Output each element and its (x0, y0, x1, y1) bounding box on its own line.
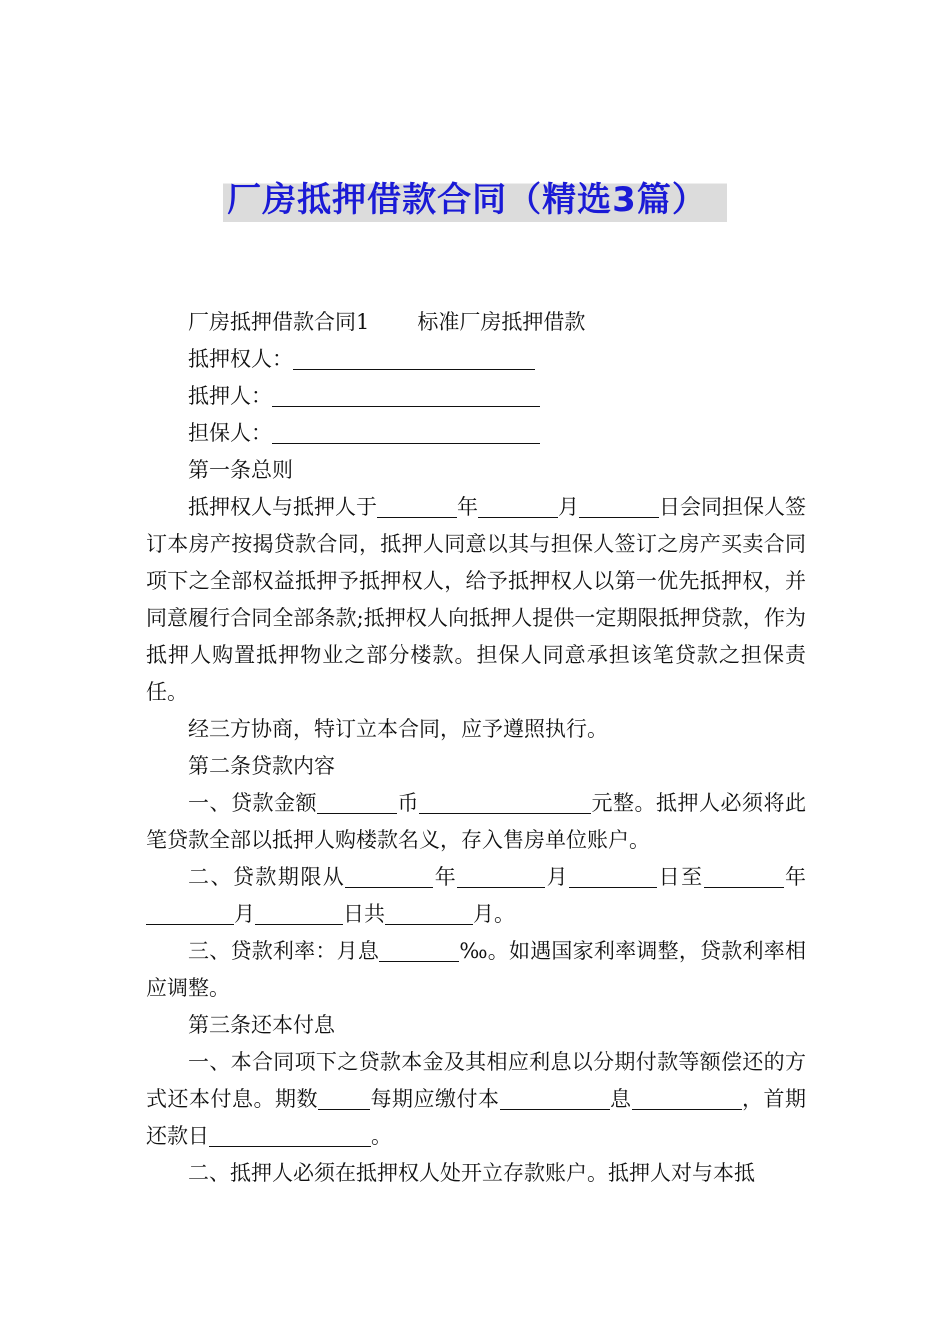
text: ，首期还款日 (146, 1087, 806, 1148)
end-month-blank[interactable] (146, 900, 234, 925)
section-2-item-3 (146, 933, 806, 1007)
contract-subtitle: 标准厂房抵押借款 (417, 310, 586, 334)
mortgagor-field (146, 378, 806, 415)
total-months-blank[interactable] (385, 900, 473, 925)
guarantor-label: 担保人： (188, 421, 272, 445)
mortgagee-label: 抵押权人： (188, 347, 293, 371)
text: ‰。如遇国家利率调整，贷款利率相应调整。 (146, 939, 806, 1000)
document-body (146, 304, 806, 1192)
text: 年 (433, 865, 458, 889)
year-blank[interactable] (377, 493, 457, 518)
section-2-item-1 (146, 785, 806, 859)
start-month-blank[interactable] (457, 863, 545, 888)
section-3-item-1 (146, 1044, 806, 1155)
text: 一、本合同项下之贷款本金及其相应利息以分期付款等额偿还的方式还本付息。期数 (146, 1050, 806, 1111)
guarantor-blank[interactable] (272, 419, 540, 444)
text: 月 (558, 495, 579, 519)
first-repayment-date-blank[interactable] (209, 1122, 371, 1147)
end-day-blank[interactable] (255, 900, 343, 925)
mortgagor-blank[interactable] (272, 382, 540, 407)
text: 二、贷款期限从 (188, 865, 346, 889)
text: 年 (457, 495, 478, 519)
section-3-title: 第三条还本付息 (188, 1013, 335, 1037)
text: 日共 (343, 902, 385, 926)
start-year-blank[interactable] (345, 863, 433, 888)
section-1-paragraph-1 (146, 489, 806, 711)
section-2-title: 第二条贷款内容 (188, 754, 335, 778)
text: 日至 (657, 865, 704, 889)
text: 抵押权人与抵押人于 (188, 495, 377, 519)
guarantor-field (146, 415, 806, 452)
amount-blank[interactable] (419, 789, 591, 814)
mortgagee-blank[interactable] (293, 345, 535, 370)
text: 三、贷款利率：月息 (188, 939, 380, 963)
installments-blank[interactable] (318, 1085, 370, 1110)
start-day-blank[interactable] (569, 863, 657, 888)
section-3-item-2: 二、抵押人必须在抵押权人处开立存款账户。抵押人对与本抵 (188, 1161, 755, 1185)
section-2-item-2 (146, 859, 806, 933)
mortgagee-field (146, 341, 806, 378)
day-blank[interactable] (579, 493, 659, 518)
text: 年 (783, 865, 807, 889)
text: 一、贷款金额 (188, 791, 317, 815)
text: 。 (371, 1124, 392, 1148)
text: 日会同担保人签订本房产按揭贷款合同，抵押人同意以其与担保人签订之房产买卖合同项下之全部权益抵押予抵押权人，给予抵押权人以第一优先抵押权，并同意履行合同全部条款;抵押权人向抵押人提供一定期限抵押贷款，作为抵押人购置抵押物业之部分楼款。担保人同意承担该笔贷款之担保责任。 (146, 495, 806, 704)
end-year-blank[interactable] (704, 863, 784, 888)
text: 月。 (473, 902, 515, 926)
document-title: 厂房抵押借款合同（精选3篇） (223, 178, 727, 222)
text: 月 (545, 865, 570, 889)
currency-blank[interactable] (317, 789, 397, 814)
mortgagor-label: 抵押人： (188, 384, 272, 408)
header-line (146, 304, 806, 341)
text: 息 (609, 1087, 632, 1111)
section-1-title: 第一条总则 (188, 458, 293, 482)
interest-blank[interactable] (632, 1085, 742, 1110)
principal-blank[interactable] (500, 1085, 610, 1110)
month-blank[interactable] (478, 493, 558, 518)
section-1-paragraph-2: 经三方协商，特订立本合同，应予遵照执行。 (188, 717, 608, 741)
text: 币 (397, 791, 419, 815)
interest-rate-blank[interactable] (379, 937, 459, 962)
title-container (0, 178, 950, 222)
text: 元整。抵押人必须将此笔贷款全部以抵押人购楼款名义，存入售房单位账户。 (146, 791, 806, 852)
text: 每期应缴付本 (370, 1087, 500, 1111)
text: 月 (234, 902, 255, 926)
contract-number-label: 厂房抵押借款合同1 (188, 310, 370, 334)
